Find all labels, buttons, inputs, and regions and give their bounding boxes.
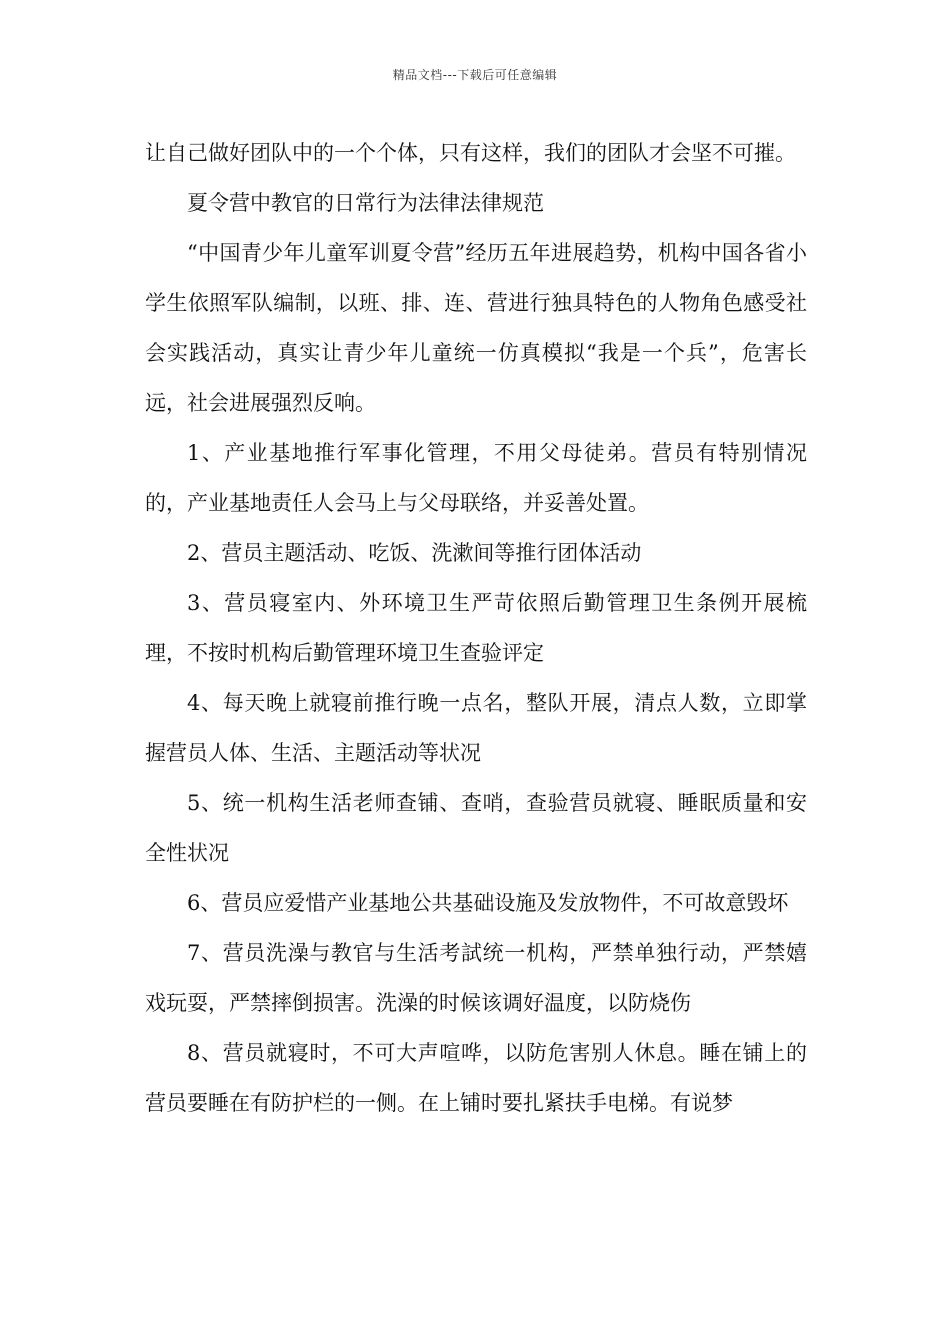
rule-item-8: 8、营员就寝时，不可大声喧哗，以防危害别人休息。睡在铺上的营员要睡在有防护栏的一侧。在上铺时要扎紧扶手电梯。有说梦 — [145, 1041, 807, 1115]
paragraph-continuation: 让自己做好团队中的一个个体，只有这样，我们的团队才会坚不可摧。 — [145, 141, 796, 165]
rule-item-5: 5、统一机构生活老师查铺、查哨，查验营员就寝、睡眠质量和安全性状况 — [145, 791, 807, 865]
rule-item-3: 3、营员寝室内、外环境卫生严苛依照后勤管理卫生条例开展梳理，不按时机构后勤管理环境卫生查验评定 — [145, 591, 807, 665]
rule-item-7: 7、营员洗澡与教官与生活考試统一机构，严禁单独行动，严禁嬉戏玩耍，严禁摔倒损害。洗澡的时候该调好温度，以防烧伤 — [145, 941, 807, 1015]
document-body — [145, 128, 807, 1128]
page-header: 精品文档---下载后可任意编辑 — [392, 68, 558, 82]
rule-item-6: 6、营员应爱惜产业基地公共基础设施及发放物件，不可故意毁坏 — [187, 891, 789, 915]
paragraph-intro: “中国青少年儿童军训夏令营”经历五年进展趋势，机构中国各省小学生依照军队编制，以班、排、连、营进行独具特色的人物角色感受社会实践活动，真实让青少年儿童统一仿真模拟“我是一个兵”，危害长远，社会进展强烈反响。 — [145, 241, 807, 415]
section-title: 夏令营中教官的日常行为法律法律规范 — [187, 191, 544, 215]
rule-item-1: 1、产业基地推行军事化管理，不用父母徒弟。营员有特别情况的，产业基地责任人会马上与父母联络，并妥善处置。 — [145, 441, 807, 515]
rule-item-2: 2、营员主题活动、吃饭、洗漱间等推行团体活动 — [187, 541, 642, 565]
rule-item-4: 4、每天晚上就寝前推行晚一点名，整队开展，清点人数，立即掌握营员人体、生活、主题活动等状况 — [145, 691, 807, 765]
